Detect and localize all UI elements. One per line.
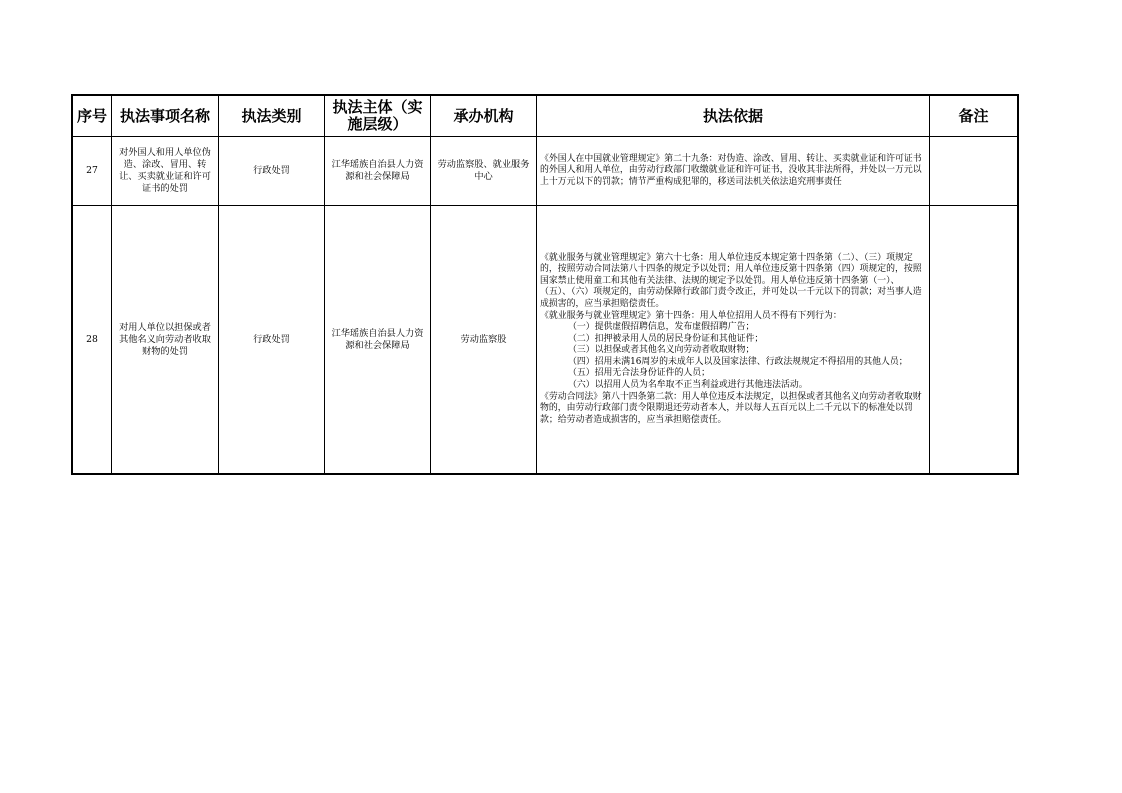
header-category: 执法类别 [219, 96, 325, 137]
cell-category: 行政处罚 [219, 206, 325, 474]
header-basis: 执法依据 [537, 96, 930, 137]
cell-basis [537, 206, 930, 474]
cell-remarks [930, 137, 1018, 206]
basis-line: （一）提供虚假招聘信息，发布虚假招聘广告； [568, 322, 755, 333]
cell-agency: 劳动监察股 [431, 206, 537, 474]
cell-agency: 劳动监察股、就业服务中心 [431, 137, 537, 206]
cell-remarks [930, 206, 1018, 474]
cell-item-name: 对用人单位以担保或者其他名义向劳动者收取财物的处罚 [112, 206, 219, 474]
basis-line: 《就业服务与就业管理规定》第六十七条：用人单位违反本规定第十四条第（二）、（三）项规定的，按照劳动合同法第八十四条的规定予以处罚；用人单位违反第十四条第（四）项规定的，按照国家禁止使用童工和其他有关法律、法规的规定予以处罚。用人单位违反第十四条第（一）、（五）、（六）项规定的，由劳动保障行政部门责令改正，并可处以一千元以下的罚款；对当事人造成损害的，应当承担赔偿责任。 [540, 252, 922, 309]
cell-item-name: 对外国人和用人单位伪造、涂改、冒用、转让、买卖就业证和许可证书的处罚 [112, 137, 219, 206]
table-row [73, 137, 1018, 206]
basis-line: （五）招用无合法身份证件的人员； [568, 368, 710, 379]
basis-line: 《劳动合同法》第八十四条第二款：用人单位违反本法规定，以担保或者其他名义向劳动者收取财物的，由劳动行政部门责令限期退还劳动者本人，并以每人五百元以上二千元以下的标准处以罚款；给劳动者造成损害的，应当承担赔偿责任。 [540, 391, 922, 425]
header-remarks: 备注 [930, 96, 1018, 137]
basis-line: 《外国人在中国就业管理规定》第二十九条：对伪造、涂改、冒用、转让、买卖就业证和许可证书的外国人和用人单位，由劳动行政部门收缴就业证和许可证书，没收其非法所得，并处以一万元以上十万元以下的罚款；情节严重构成犯罪的，移送司法机关依法追究刑事责任 [540, 153, 922, 187]
cell-subject: 江华瑶族自治县人力资源和社会保障局 [325, 137, 431, 206]
basis-line: （四）招用未满16周岁的未成年人以及国家法律、行政法规规定不得招用的其他人员； [568, 356, 908, 367]
table-row [73, 206, 1018, 474]
cell-category: 行政处罚 [219, 137, 325, 206]
header-agency: 承办机构 [431, 96, 537, 137]
basis-line: （三）以担保或者其他名义向劳动者收取财物； [568, 345, 755, 356]
header-row [73, 96, 1018, 137]
basis-line: 《就业服务与就业管理规定》第十四条：用人单位招用人员不得有下列行为： [540, 310, 842, 321]
header-subject: 执法主体（实施层级） [325, 96, 431, 137]
cell-seq: 28 [73, 206, 112, 474]
cell-seq: 27 [73, 137, 112, 206]
cell-subject: 江华瑶族自治县人力资源和社会保障局 [325, 206, 431, 474]
enforcement-table [72, 95, 1018, 474]
header-item-name: 执法事项名称 [112, 96, 219, 137]
basis-line: （二）扣押被录用人员的居民身份证和其他证件； [568, 333, 764, 344]
header-seq: 序号 [73, 96, 112, 137]
basis-line: （六）以招用人员为名牟取不正当利益或进行其他违法活动。 [568, 380, 808, 391]
cell-basis [537, 137, 930, 206]
